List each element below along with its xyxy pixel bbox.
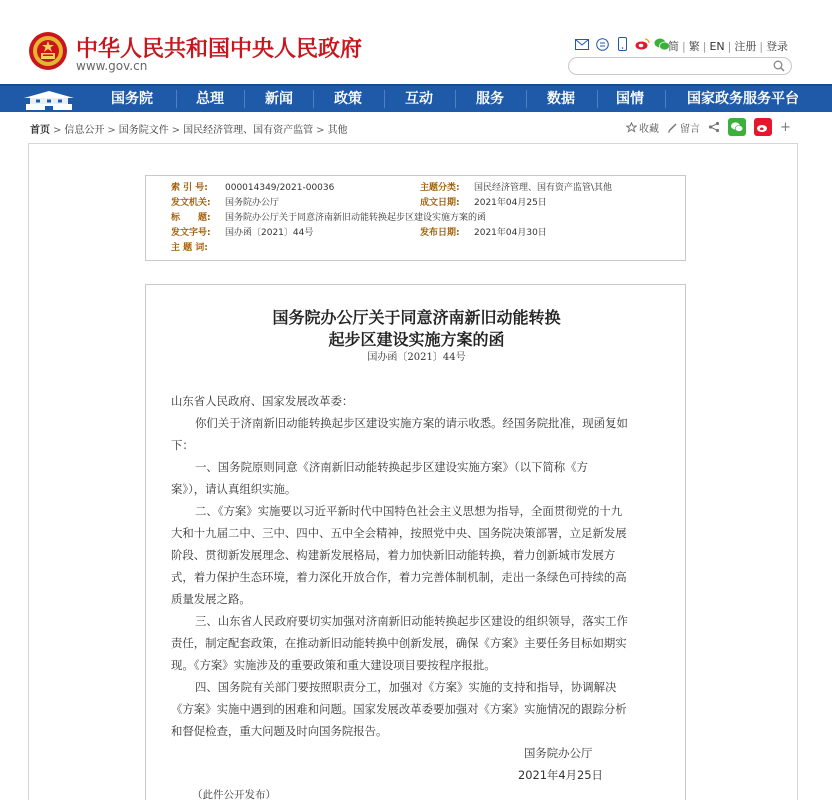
sign-date: 2021年4月25日 <box>518 768 603 782</box>
search-icon[interactable] <box>773 60 785 72</box>
nav-item-interaction[interactable]: 互动 <box>405 91 433 107</box>
national-emblem-icon[interactable] <box>28 30 68 72</box>
register-link[interactable]: 注册 <box>734 40 757 53</box>
signature: 国务院办公厅 <box>524 746 593 760</box>
salutation: 山东省人民政府、国家发展改革委： <box>171 394 354 408</box>
document-title-line-1: 国务院办公厅关于同意济南新旧动能转换 <box>272 308 561 327</box>
paragraph-line: 你们关于济南新旧动能转换起步区建设实施方案的请示收悉。经国务院批准，现函复如 <box>195 416 628 430</box>
meta-doc-number: 发文字号: 国办函〔2021〕44号 <box>171 228 314 238</box>
comment-button[interactable]: 留言 <box>667 120 700 135</box>
paragraph-line: 二、《方案》实施要以习近平新时代中国特色社会主义思想为指导，全面贯彻党的十九 <box>195 504 623 518</box>
weibo-icon <box>754 118 772 136</box>
nav-item-news[interactable]: 新闻 <box>265 91 293 107</box>
nav-item-premier[interactable]: 总理 <box>196 91 224 107</box>
star-icon <box>626 122 637 133</box>
nav-item-policy[interactable]: 政策 <box>334 91 362 107</box>
paragraph-line: 责任，制定配套政策，在推动新旧动能转换中创新发展，确保《方案》主要任务目标如期实 <box>171 636 627 650</box>
meta-title: 标 题: 国务院办公厅关于同意济南新旧动能转换起步区建设实施方案的函 <box>171 213 487 223</box>
breadcrumb-state-council-docs[interactable]: 国务院文件 <box>118 125 169 136</box>
meta-issuer: 发文机关: 国务院办公厅 <box>171 198 280 208</box>
pen-icon <box>667 122 678 133</box>
message-icon[interactable] <box>594 37 610 51</box>
page-tools <box>626 119 799 135</box>
metadata-table <box>145 175 686 261</box>
paragraph-line: 阶段、贯彻新发展理念、构建新发展格局，着力加快新旧动能转换，着力创新城市发展方 <box>171 548 616 562</box>
document-title-line-2: 起步区建设实施方案的函 <box>328 330 505 349</box>
paragraph-line: 一、国务院原则同意《济南新旧动能转换起步区建设实施方案》（以下简称《方 <box>195 460 588 474</box>
english-link[interactable]: EN <box>709 40 725 53</box>
meta-category: 主题分类: 国民经济管理、国有资产监管\其他 <box>420 183 613 193</box>
site-title[interactable]: 中华人民共和国中央人民政府 <box>76 37 363 62</box>
paragraph-line: 四、国务院有关部门要按照职责分工，加强对《方案》实施的支持和指导，协调解决 <box>195 680 617 694</box>
nav-item-national-profile[interactable]: 国情 <box>616 91 644 107</box>
document-number: 国办函〔2021〕44号 <box>367 352 466 363</box>
search-input[interactable] <box>568 57 792 75</box>
paragraph-line: 下： <box>171 438 194 452</box>
weibo-share-button[interactable] <box>754 118 772 136</box>
login-link[interactable]: 登录 <box>766 40 789 53</box>
breadcrumb-economy[interactable]: 国民经济管理、国有资产监管 <box>183 125 314 136</box>
paragraph-line: 现。《方案》实施涉及的重要政策和重大建设项目要按程序报批。 <box>171 658 496 672</box>
simplified-link[interactable]: 简 <box>668 40 679 53</box>
share-button[interactable] <box>708 121 720 133</box>
paragraph-line: 质量发展之路。 <box>171 592 251 606</box>
top-links: 简 | 繁 | EN | 注册 | 登录 <box>668 40 789 53</box>
top-icon-bar <box>574 36 674 52</box>
meta-created-date: 成文日期: 2021年04月25日 <box>420 198 547 208</box>
mobile-icon[interactable] <box>614 37 630 51</box>
wechat-icon <box>728 118 746 136</box>
favorite-button[interactable]: 收藏 <box>626 120 659 135</box>
site-header <box>0 0 832 84</box>
nav-item-services[interactable]: 服务 <box>476 91 504 107</box>
breadcrumb-home[interactable]: 首页 <box>30 125 50 136</box>
traditional-link[interactable]: 繁 <box>688 40 700 53</box>
breadcrumb: 首页 > 信息公开 > 国务院文件 > 国民经济管理、国有资产监管 > 其他 <box>30 125 348 136</box>
share-icon <box>708 121 720 133</box>
main-nav <box>0 84 832 112</box>
breadcrumb-info-disclosure[interactable]: 信息公开 <box>64 125 105 136</box>
site-url[interactable]: www.gov.cn <box>76 59 148 73</box>
plus-icon: + <box>780 119 791 135</box>
paragraph-line: 和督促检查，重大问题及时向国务院报告。 <box>171 724 388 738</box>
nav-item-data[interactable]: 数据 <box>547 91 575 107</box>
meta-keywords: 主 题 词: <box>171 243 208 253</box>
meta-index: 索 引 号: 000014349/2021-00036 <box>171 183 335 193</box>
publication-note: （此件公开发布） <box>192 789 276 800</box>
tiananmen-icon[interactable] <box>14 86 84 112</box>
paragraph-line: 式，着力保护生态环境，着力深化开放合作，着力完善体制机制，走出一条绿色可持续的高 <box>171 570 627 584</box>
mail-icon[interactable] <box>574 37 590 51</box>
more-share-button[interactable] <box>780 120 791 135</box>
paragraph-line: 案》），请认真组织实施。 <box>171 482 297 496</box>
breadcrumb-other[interactable]: 其他 <box>327 125 348 136</box>
paragraph-line: 三、山东省人民政府要切实加强对济南新旧动能转换起步区建设的组织领导，落实工作 <box>195 614 628 628</box>
meta-published-date: 发布日期: 2021年04月30日 <box>420 228 547 238</box>
weibo-icon[interactable] <box>634 37 650 51</box>
nav-item-state-council[interactable]: 国务院 <box>111 91 153 107</box>
paragraph-line: 大和十九届二中、三中、四中、五中全会精神，按照党中央、国务院决策部署，立足新发展 <box>171 526 627 540</box>
paragraph-line: 《方案》实施中遇到的困难和问题。国家发展改革委要加强对《方案》实施情况的跟踪分析 <box>171 702 627 716</box>
wechat-share-button[interactable] <box>728 118 746 136</box>
nav-item-gov-service-platform[interactable]: 国家政务服务平台 <box>687 91 799 107</box>
